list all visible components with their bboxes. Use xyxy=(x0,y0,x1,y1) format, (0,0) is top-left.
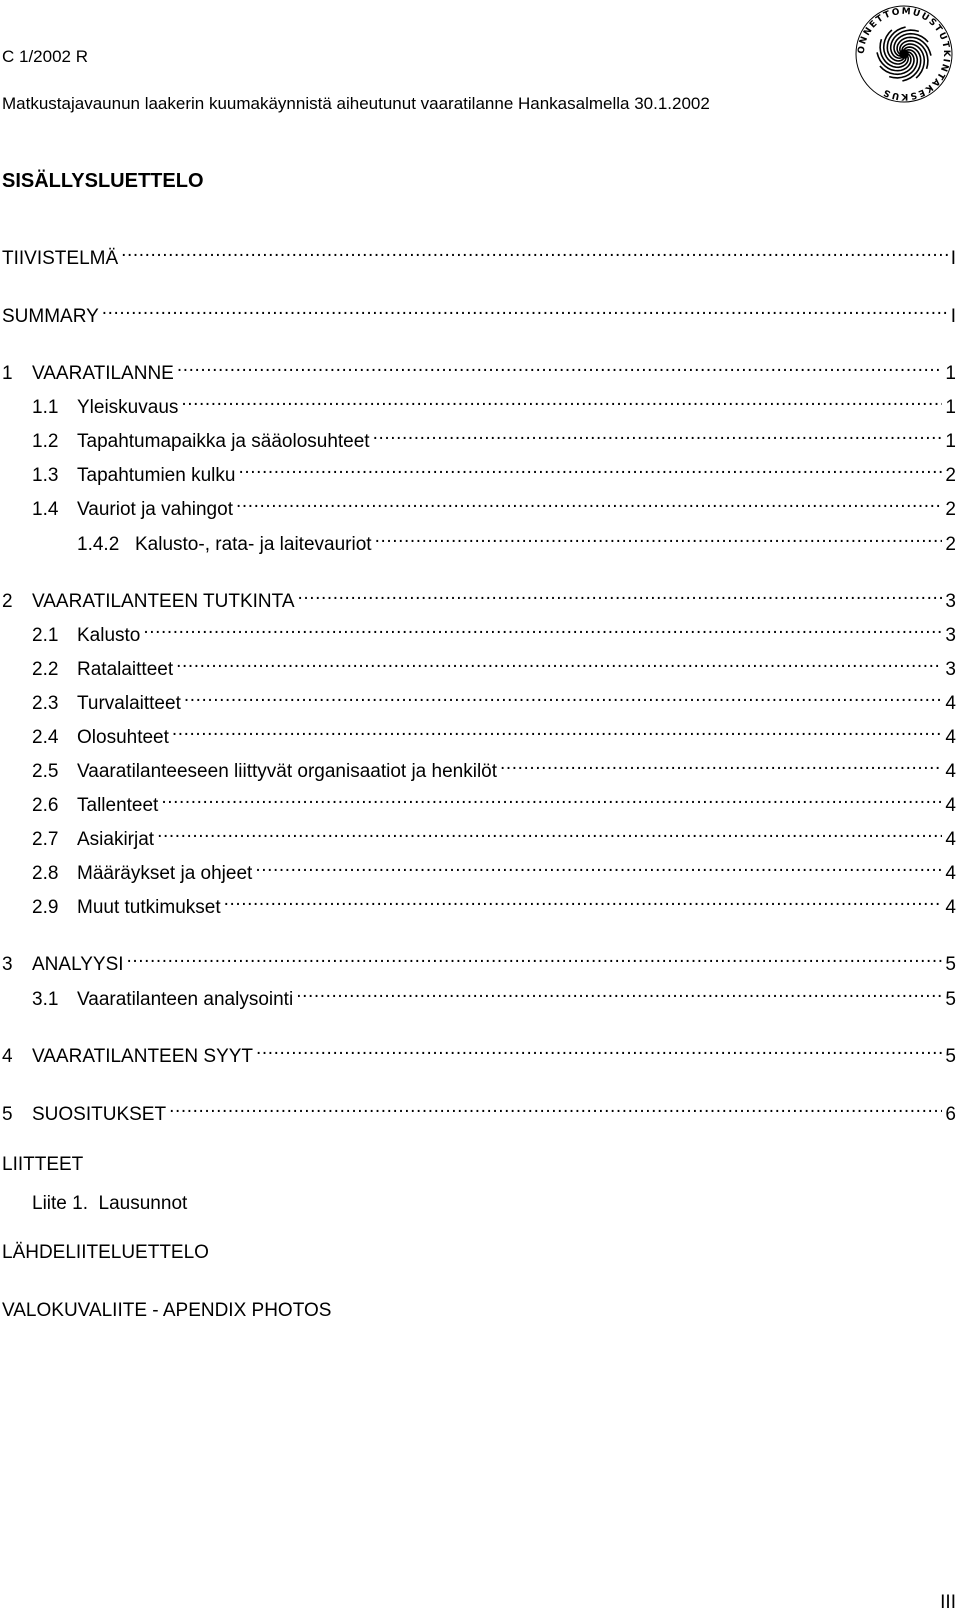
toc-entry-label: VAARATILANNE xyxy=(32,363,174,384)
toc-entry-page: 1 xyxy=(945,431,956,452)
toc-entry-number: 5 xyxy=(2,1104,13,1125)
page-number: III xyxy=(940,1592,956,1613)
toc-entry-5[interactable] xyxy=(2,1096,956,1125)
toc-entry-page: 4 xyxy=(945,795,956,816)
toc-entry-number: 2.6 xyxy=(32,795,59,816)
toc-entry-number: 4 xyxy=(2,1046,13,1067)
toc-heading: SISÄLLYSLUETTELO xyxy=(2,170,204,192)
dot-leader xyxy=(102,298,948,322)
toc-entry-number: 2 xyxy=(2,591,13,612)
dot-leader xyxy=(127,946,943,970)
photo-appendix-heading[interactable]: VALOKUVALIITE - APENDIX PHOTOS xyxy=(2,1300,332,1321)
toc-entry-label: Vaaratilanteeseen liittyvät organisaatiot ja henkilöt xyxy=(77,761,498,782)
dot-leader xyxy=(255,855,942,879)
toc-entry-2-3[interactable] xyxy=(32,685,956,714)
toc-entry-label: Tallenteet xyxy=(77,795,159,816)
toc-entry-page: 2 xyxy=(945,465,956,486)
dot-leader xyxy=(121,240,948,264)
dot-leader xyxy=(143,617,942,641)
toc-entry-page: 3 xyxy=(945,659,956,680)
dot-leader xyxy=(161,787,942,811)
toc-entry-page: 5 xyxy=(945,1046,956,1067)
toc-entry-3[interactable] xyxy=(2,946,956,975)
doc-title: Matkustajavaunun laakerin kuumakäynnistä aiheutunut vaaratilanne Hankasalmella 30.1.2002 xyxy=(2,94,710,113)
toc-entry-number: 1.2 xyxy=(32,431,59,452)
toc-entry-number: 2.8 xyxy=(32,863,59,884)
toc-entry-page: 4 xyxy=(945,897,956,918)
dot-leader xyxy=(236,491,942,515)
toc-entry-page: 4 xyxy=(945,727,956,748)
toc-entry-page: 4 xyxy=(945,761,956,782)
toc-entry-label: Ratalaitteet xyxy=(77,659,174,680)
toc-entry-1[interactable] xyxy=(2,355,956,384)
dot-leader xyxy=(500,753,942,777)
toc-entry-label: ANALYYSI xyxy=(32,954,124,975)
toc-entry-page: I xyxy=(950,306,956,327)
appendices-heading: LIITTEET xyxy=(2,1154,84,1175)
toc-entry-label: Muut tutkimukset xyxy=(77,897,221,918)
toc-entry-2-5[interactable] xyxy=(32,753,956,782)
dot-leader xyxy=(256,1038,942,1062)
toc-entry-label: SUOSITUKSET xyxy=(32,1104,167,1125)
toc-entry-page: 3 xyxy=(945,625,956,646)
toc-entry-page: 2 xyxy=(945,534,956,555)
dot-leader xyxy=(238,457,942,481)
toc-entry-label: Määräykset ja ohjeet xyxy=(77,863,253,884)
toc-entry-number: 1.4.2 xyxy=(77,534,120,555)
toc-entry-page: 5 xyxy=(945,989,956,1010)
toc-entry-page: 4 xyxy=(945,863,956,884)
toc-entry-page: 4 xyxy=(945,693,956,714)
toc-entry-2-4[interactable] xyxy=(32,719,956,748)
toc-entry-label: SUMMARY xyxy=(2,306,99,327)
toc-entry-label: Vauriot ja vahingot xyxy=(77,499,233,520)
toc-entry-number: 1 xyxy=(2,363,13,384)
toc-entry-3-1[interactable] xyxy=(32,981,956,1010)
toc-entry-label: Kalusto-, rata- ja laitevauriot xyxy=(135,534,372,555)
dot-leader xyxy=(157,821,942,845)
toc-entry-1-2[interactable] xyxy=(32,423,956,452)
dot-leader xyxy=(172,719,943,743)
toc-entry-1-3[interactable] xyxy=(32,457,956,486)
dot-leader xyxy=(184,685,943,709)
toc-entry-label: Vaaratilanteen analysointi xyxy=(77,989,294,1010)
toc-entry-page: 1 xyxy=(945,363,956,384)
sources-list-heading[interactable]: LÄHDELIITELUETTELO xyxy=(2,1242,209,1263)
toc-entry-number: 2.9 xyxy=(32,897,59,918)
toc-entry-page: 2 xyxy=(945,499,956,520)
dot-leader xyxy=(375,526,943,550)
toc-entry-tiivistelma[interactable] xyxy=(2,240,956,269)
toc-entry-number: 2.5 xyxy=(32,761,59,782)
appendix-item-lausunnot[interactable]: Liite 1. Lausunnot xyxy=(32,1193,188,1214)
toc-entry-label: Tapahtumapaikka ja sääolosuhteet xyxy=(77,431,370,452)
toc-entry-page: I xyxy=(950,248,956,269)
toc-entry-2-7[interactable] xyxy=(32,821,956,850)
toc-entry-summary[interactable] xyxy=(2,298,956,327)
toc-entry-label: Kalusto xyxy=(77,625,141,646)
dot-leader xyxy=(224,889,943,913)
toc-entry-2-2[interactable] xyxy=(32,651,956,680)
toc-entry-2-9[interactable] xyxy=(32,889,956,918)
svg-text:ONNETTOMUUSTUTKINTAKESKUS: ONNETTOMUUSTUTKINTAKESKUS xyxy=(856,6,952,102)
toc-entry-2-1[interactable] xyxy=(32,617,956,646)
toc-entry-label: Tapahtumien kulku xyxy=(77,465,236,486)
toc-entry-number: 3 xyxy=(2,954,13,975)
toc-entry-number: 1.3 xyxy=(32,465,59,486)
dot-leader xyxy=(177,355,943,379)
toc-entry-number: 3.1 xyxy=(32,989,59,1010)
dot-leader xyxy=(296,981,942,1005)
toc-entry-page: 5 xyxy=(945,954,956,975)
toc-entry-label: Yleiskuvaus xyxy=(77,397,179,418)
toc-entry-number: 1.4 xyxy=(32,499,59,520)
toc-entry-1-4[interactable] xyxy=(32,491,956,520)
toc-entry-number: 2.1 xyxy=(32,625,59,646)
toc-entry-label: VAARATILANTEEN SYYT xyxy=(32,1046,254,1067)
toc-entry-1-1[interactable] xyxy=(32,389,956,418)
toc-entry-number: 2.2 xyxy=(32,659,59,680)
toc-entry-page: 4 xyxy=(945,829,956,850)
toc-entry-label: VAARATILANTEEN TUTKINTA xyxy=(32,591,295,612)
toc-entry-page: 3 xyxy=(945,591,956,612)
toc-entry-label: Asiakirjat xyxy=(77,829,155,850)
dot-leader xyxy=(169,1096,942,1120)
toc-entry-number: 2.4 xyxy=(32,727,59,748)
dot-leader xyxy=(181,389,942,413)
toc-entry-page: 6 xyxy=(945,1104,956,1125)
toc-entry-number: 1.1 xyxy=(32,397,59,418)
toc-entry-label: Olosuhteet xyxy=(77,727,169,748)
toc-entry-page: 1 xyxy=(945,397,956,418)
doc-code: C 1/2002 R xyxy=(2,47,88,66)
dot-leader xyxy=(176,651,942,675)
toc-entry-number: 2.7 xyxy=(32,829,59,850)
toc-entry-4[interactable] xyxy=(2,1038,956,1067)
dot-leader xyxy=(298,583,943,607)
toc-entry-label: TIIVISTELMÄ xyxy=(2,248,119,269)
toc-entry-2-8[interactable] xyxy=(32,855,956,884)
toc-entry-label: Turvalaitteet xyxy=(77,693,181,714)
toc-entry-1-4-2[interactable] xyxy=(77,526,956,555)
toc-entry-number: 2.3 xyxy=(32,693,59,714)
toc-entry-2[interactable] xyxy=(2,583,956,612)
dot-leader xyxy=(373,423,943,447)
toc-entry-2-6[interactable] xyxy=(32,787,956,816)
